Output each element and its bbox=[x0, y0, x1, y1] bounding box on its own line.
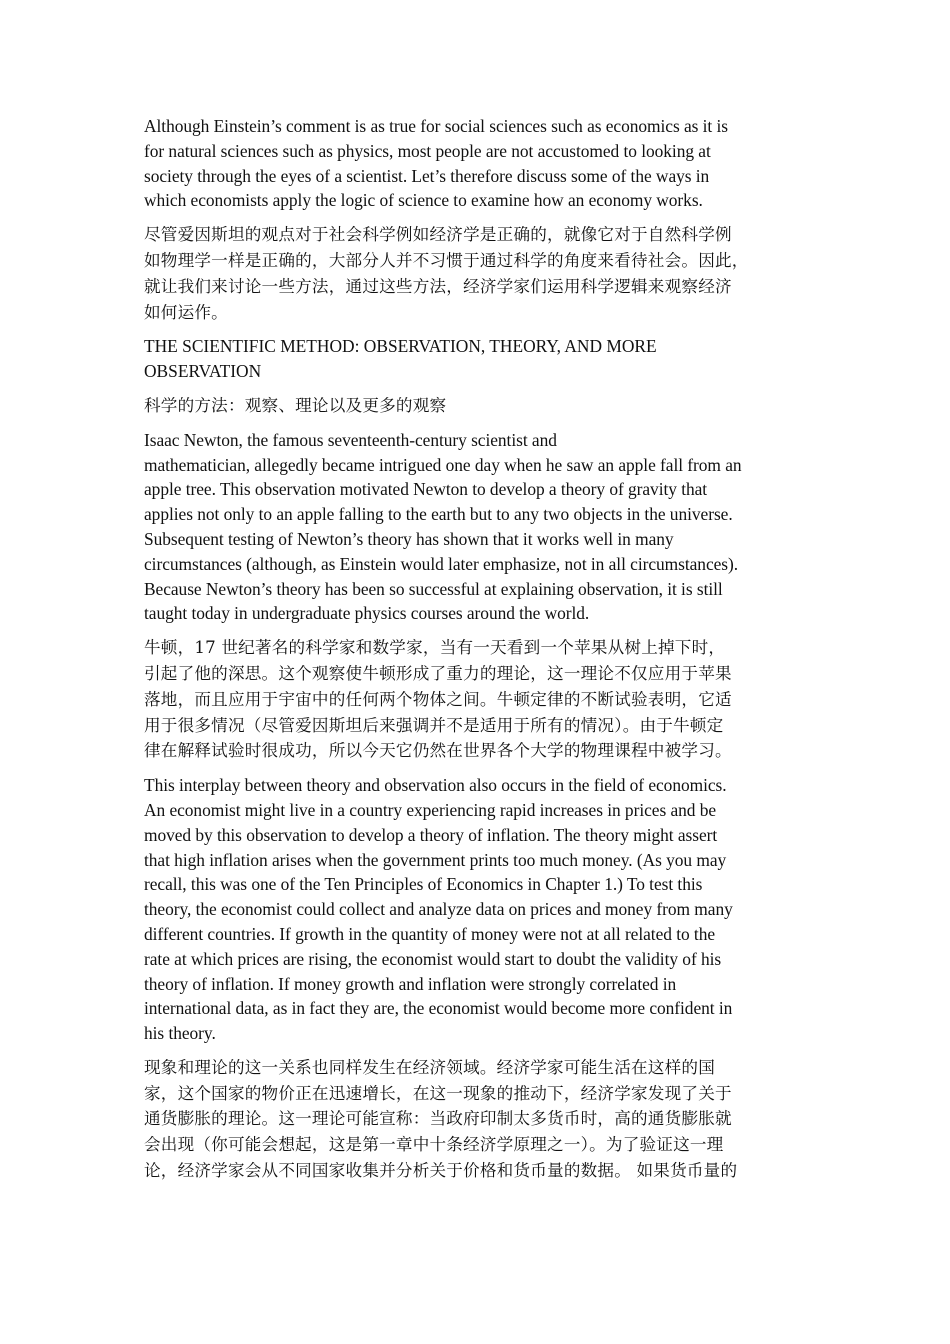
document-page bbox=[144, 114, 806, 1193]
paragraph-english-intro: Although Einstein’s comment is as true for social sciences such as economics as it is for natural sciences such as physics, most people are not accustomed to looking at society through the eyes of a scientist. Let’s therefore discuss some of the ways in which economists apply the logic of science to examine how an economy works. bbox=[144, 116, 729, 211]
section-heading-english: THE SCIENTIFIC METHOD: OBSERVATION, THEORY, AND MORE OBSERVATION bbox=[144, 336, 657, 382]
paragraph-english-economics: This interplay between theory and observation also occurs in the field of economics. An economist might live in a country experiencing rapid increases in prices and be moved by this observation to develop a theory of inflation. The theory might assert that high inflation arises when the government prints too much money. (As you may recall, this was one of the Ten Principles of Economics in Chapter 1.) To test this theory, the economist could collect and analyze data on prices and money from many different countries. If growth in the quantity of money were not at all related to the rate at which prices are rising, the economist would start to doubt the validity of his theory of inflation. If money growth and inflation were strongly correlated in international data, as in fact they are, the economist would become more confident in his theory. bbox=[144, 775, 733, 1044]
paragraph-english-newton: Isaac Newton, the famous seventeenth-century scientist and mathematician, allegedly became intrigued one day when he saw an apple fall from an apple tree. This observation motivated Newton to develop a theory of gravity that applies not only to an apple falling to the earth but to any two objects in the universe. Subsequent testing of Newton’s theory has shown that it works well in many circumstances (although, as Einstein would later emphasize, not in all circumstances). Because Newton’s theory has been so successful at explaining observation, it is still taught today in undergraduate physics courses around the world. bbox=[144, 429, 742, 624]
section-heading-chinese: 科学的方法：观察、理论以及更多的观察 bbox=[144, 395, 447, 415]
paragraph-chinese-intro: 尽管爱因斯坦的观点对于社会科学例如经济学是正确的，就像它对于自然科学例 如物理学一样是正确的，大部分人并不习惯于通过科学的角度来看待社会。因此， 就让我们来讨论一些方法，通过这些方法，经济学家们运用科学逻辑来观察经济 如何运作。 bbox=[144, 225, 749, 322]
paragraph-chinese-newton: 牛顿，17 世纪著名的科学家和数学家，当有一天看到一个苹果从树上掉下时， 引起了他的深思。这个观察使牛顿形成了重力的理论，这一理论不仅应用于苹果 落地，而且应用于宇宙中的任何两个物体之间。牛顿定律的不断试验表明，它适 用于很多情况（尽管爱因斯坦后来强调并不是适用于所有的情况）。由于牛顿定 律在解释试验时很成功，所以今天它仍然在世界各个大学的物理课程中被学习。 bbox=[144, 638, 732, 761]
paragraph-chinese-economics: 现象和理论的这一关系也同样发生在经济领域。经济学家可能生活在这样的国 家，这个国家的物价正在迅速增长，在这一现象的推动下，经济学家发现了关于 通货膨胀的理论。这一理论可能宣称：当政府印制太多货币时，高的通货膨胀就 会出现（你可能会想起，这是第一章中十条经济学原理之一）。为了验证这一理 论，经济学家会从不同国家收集并分析关于价格和货币量的数据。 如果货币量的 bbox=[144, 1057, 738, 1181]
